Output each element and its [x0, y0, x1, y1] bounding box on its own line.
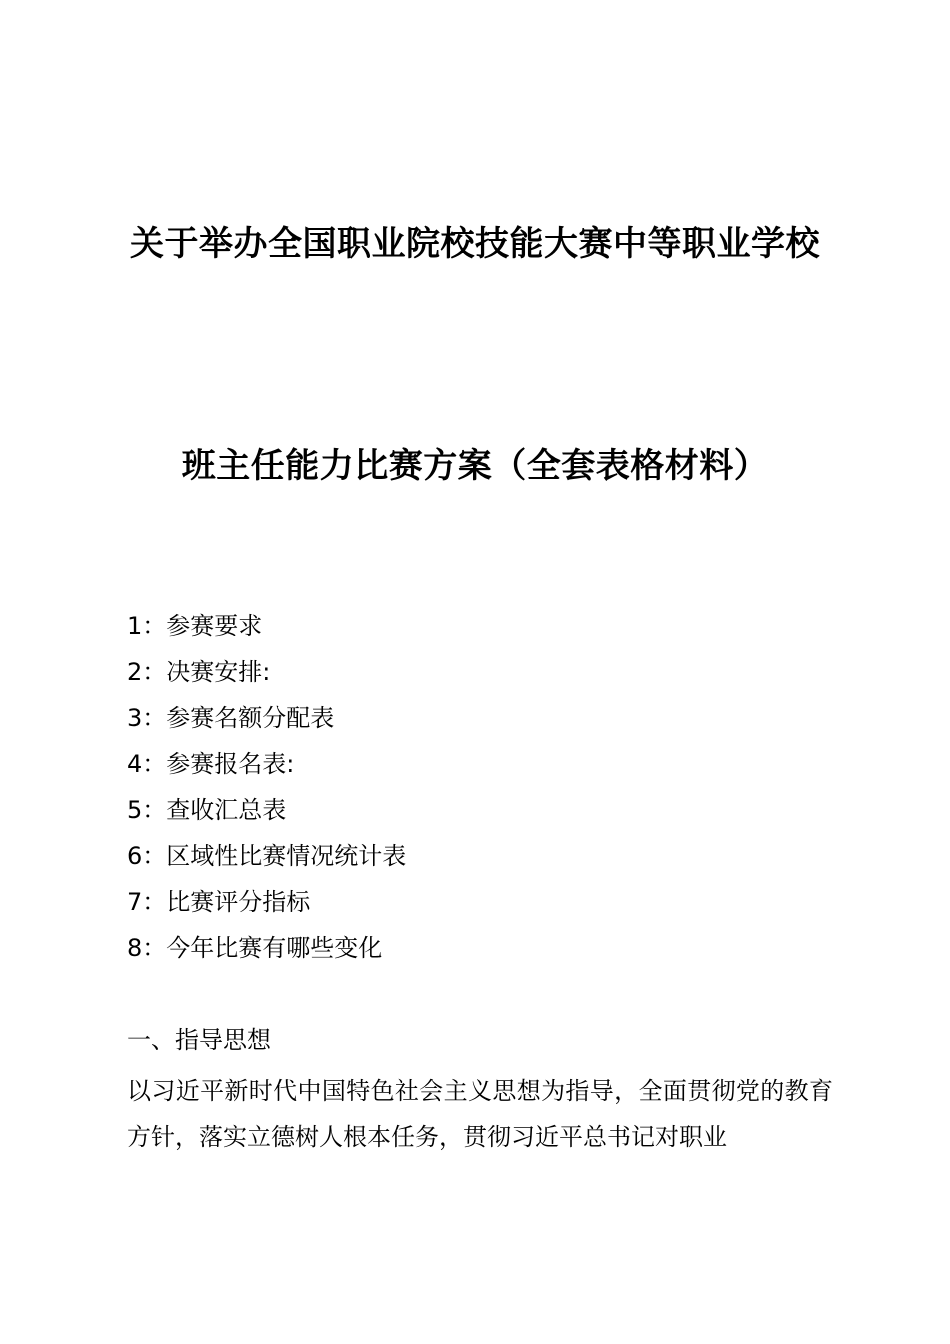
- toc-item: 4：参赛报名表:: [127, 750, 295, 778]
- toc-item: 8：今年比赛有哪些变化: [127, 934, 383, 962]
- section-heading: 一、指导思想: [127, 1026, 271, 1054]
- table-of-contents: [127, 608, 406, 976]
- toc-item: 1：参赛要求: [127, 612, 263, 640]
- document-title-line-2: 班主任能力比赛方案（全套表格材料）: [181, 446, 769, 486]
- document-title-line-1: 关于举办全国职业院校技能大赛中等职业学校: [130, 224, 820, 264]
- toc-item: 3：参赛名额分配表: [127, 704, 335, 732]
- section-body-paragraph: 以习近平新时代中国特色社会主义思想为指导，全面贯彻党的教育方针，落实立德树人根本任务，贯彻习近平总书记对职业: [127, 1077, 833, 1151]
- toc-item: 2：决赛安排:: [127, 658, 271, 686]
- toc-item: 5：查收汇总表: [127, 796, 287, 824]
- toc-item: 6：区域性比赛情况统计表: [127, 842, 407, 870]
- toc-item: 7：比赛评分指标: [127, 888, 311, 916]
